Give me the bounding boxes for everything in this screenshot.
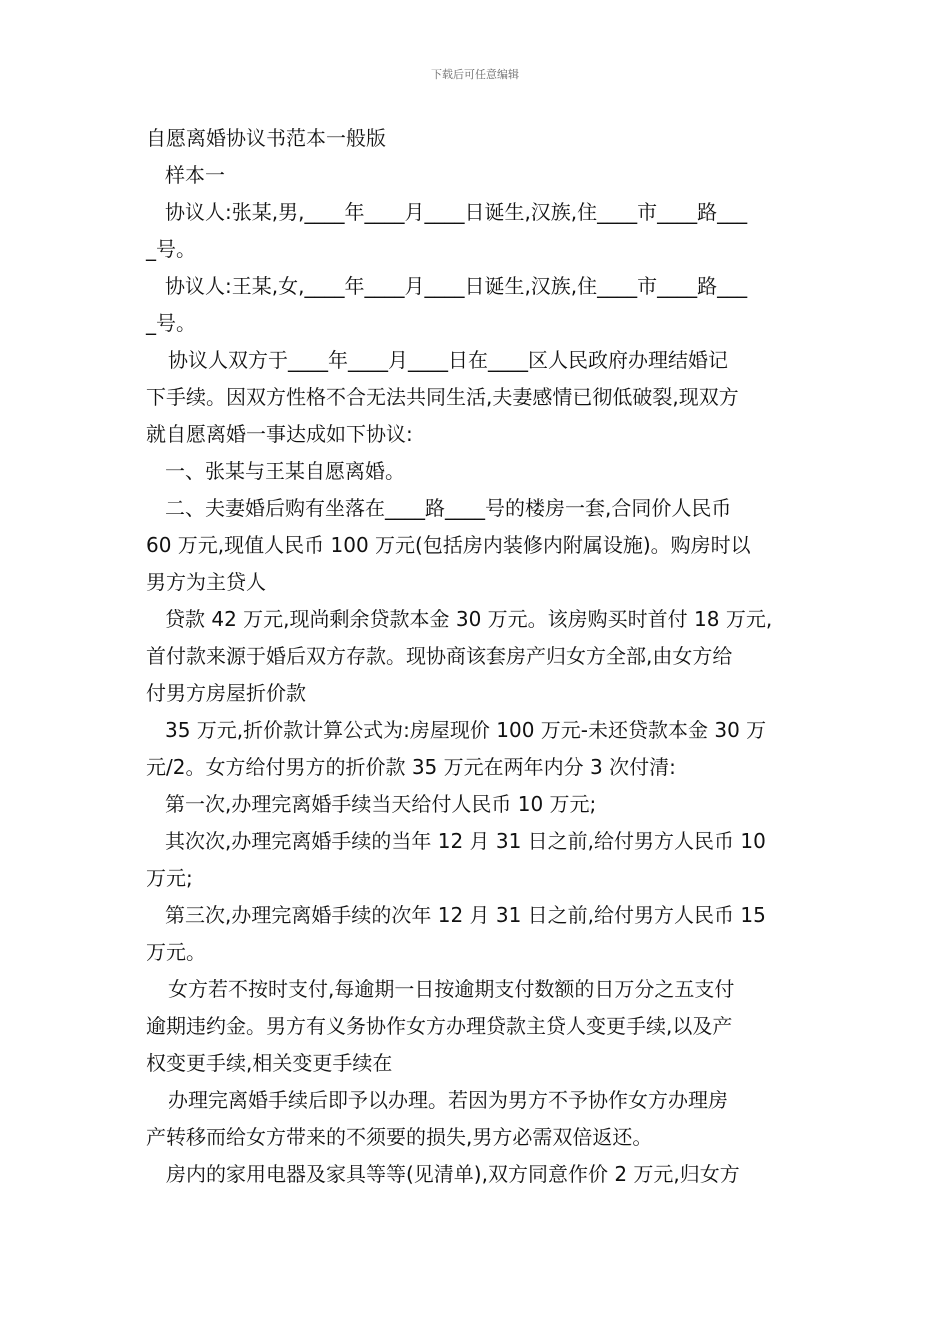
paragraph-line: 男方为主贷人 <box>146 570 266 594</box>
paragraph-line: 一、张某与王某自愿离婚。 <box>165 459 405 483</box>
paragraph-line: 逾期违约金。男方有义务协作女方办理贷款主贷人变更手续,以及产 <box>146 1014 733 1038</box>
paragraph-line: 办理完离婚手续后即予以办理。若因为男方不予协作女方办理房 <box>168 1088 728 1112</box>
paragraph-line: 贷款 42 万元,现尚剩余贷款本金 30 万元。该房购买时首付 18 万元, <box>165 607 773 631</box>
paragraph-line: 第三次,办理完离婚手续的次年 12 月 31 日之前,给付男方人民币 15 <box>165 903 766 927</box>
paragraph-line: 35 万元,折价款计算公式为:房屋现价 100 万元-未还贷款本金 30 万 <box>165 718 767 742</box>
header-note: 下载后可任意编辑 <box>431 68 519 81</box>
paragraph-line: 万元。 <box>146 940 206 964</box>
paragraph-line: 样本一 <box>165 163 225 187</box>
paragraph-line: 权变更手续,相关变更手续在 <box>146 1051 393 1075</box>
paragraph-line: 首付款来源于婚后双方存款。现协商该套房产归女方全部,由女方给 <box>146 644 733 668</box>
paragraph-line: 协议人双方于____年____月____日在____区人民政府办理结婚记 <box>168 348 728 372</box>
paragraph-line: 协议人:张某,男,____年____月____日诞生,汉族,住____市____路___ <box>165 200 748 224</box>
paragraph-line: 房内的家用电器及家具等等(见清单),双方同意作价 2 万元,归女方 <box>166 1162 740 1186</box>
paragraph-line: _号。 <box>146 237 196 261</box>
paragraph-line: 女方若不按时支付,每逾期一日按逾期支付数额的日万分之五支付 <box>168 977 735 1001</box>
paragraph-line: 元/2。女方给付男方的折价款 35 万元在两年内分 3 次付清: <box>146 755 676 779</box>
paragraph-line: 下手续。因双方性格不合无法共同生活,夫妻感情已彻低破裂,现双方 <box>146 385 739 409</box>
paragraph-line: 协议人:王某,女,____年____月____日诞生,汉族,住____市____路___ <box>165 274 748 298</box>
paragraph-line: 二、夫妻婚后购有坐落在____路____号的楼房一套,合同价人民币 <box>165 496 732 520</box>
paragraph-line: 第一次,办理完离婚手续当天给付人民币 10 万元; <box>165 792 597 816</box>
document-title: 自愿离婚协议书范本一般版 <box>146 126 386 150</box>
paragraph-line: 就自愿离婚一事达成如下协议: <box>146 422 413 446</box>
paragraph-line: 其次次,办理完离婚手续的当年 12 月 31 日之前,给付男方人民币 10 <box>165 829 766 853</box>
paragraph-line: _号。 <box>146 311 196 335</box>
paragraph-line: 产转移而给女方带来的不须要的损失,男方必需双倍返还。 <box>146 1125 653 1149</box>
paragraph-line: 60 万元,现值人民币 100 万元(包括房内装修内附属设施)。购房时以 <box>146 533 751 557</box>
paragraph-line: 付男方房屋折价款 <box>146 681 306 705</box>
paragraph-line: 万元; <box>146 866 193 890</box>
